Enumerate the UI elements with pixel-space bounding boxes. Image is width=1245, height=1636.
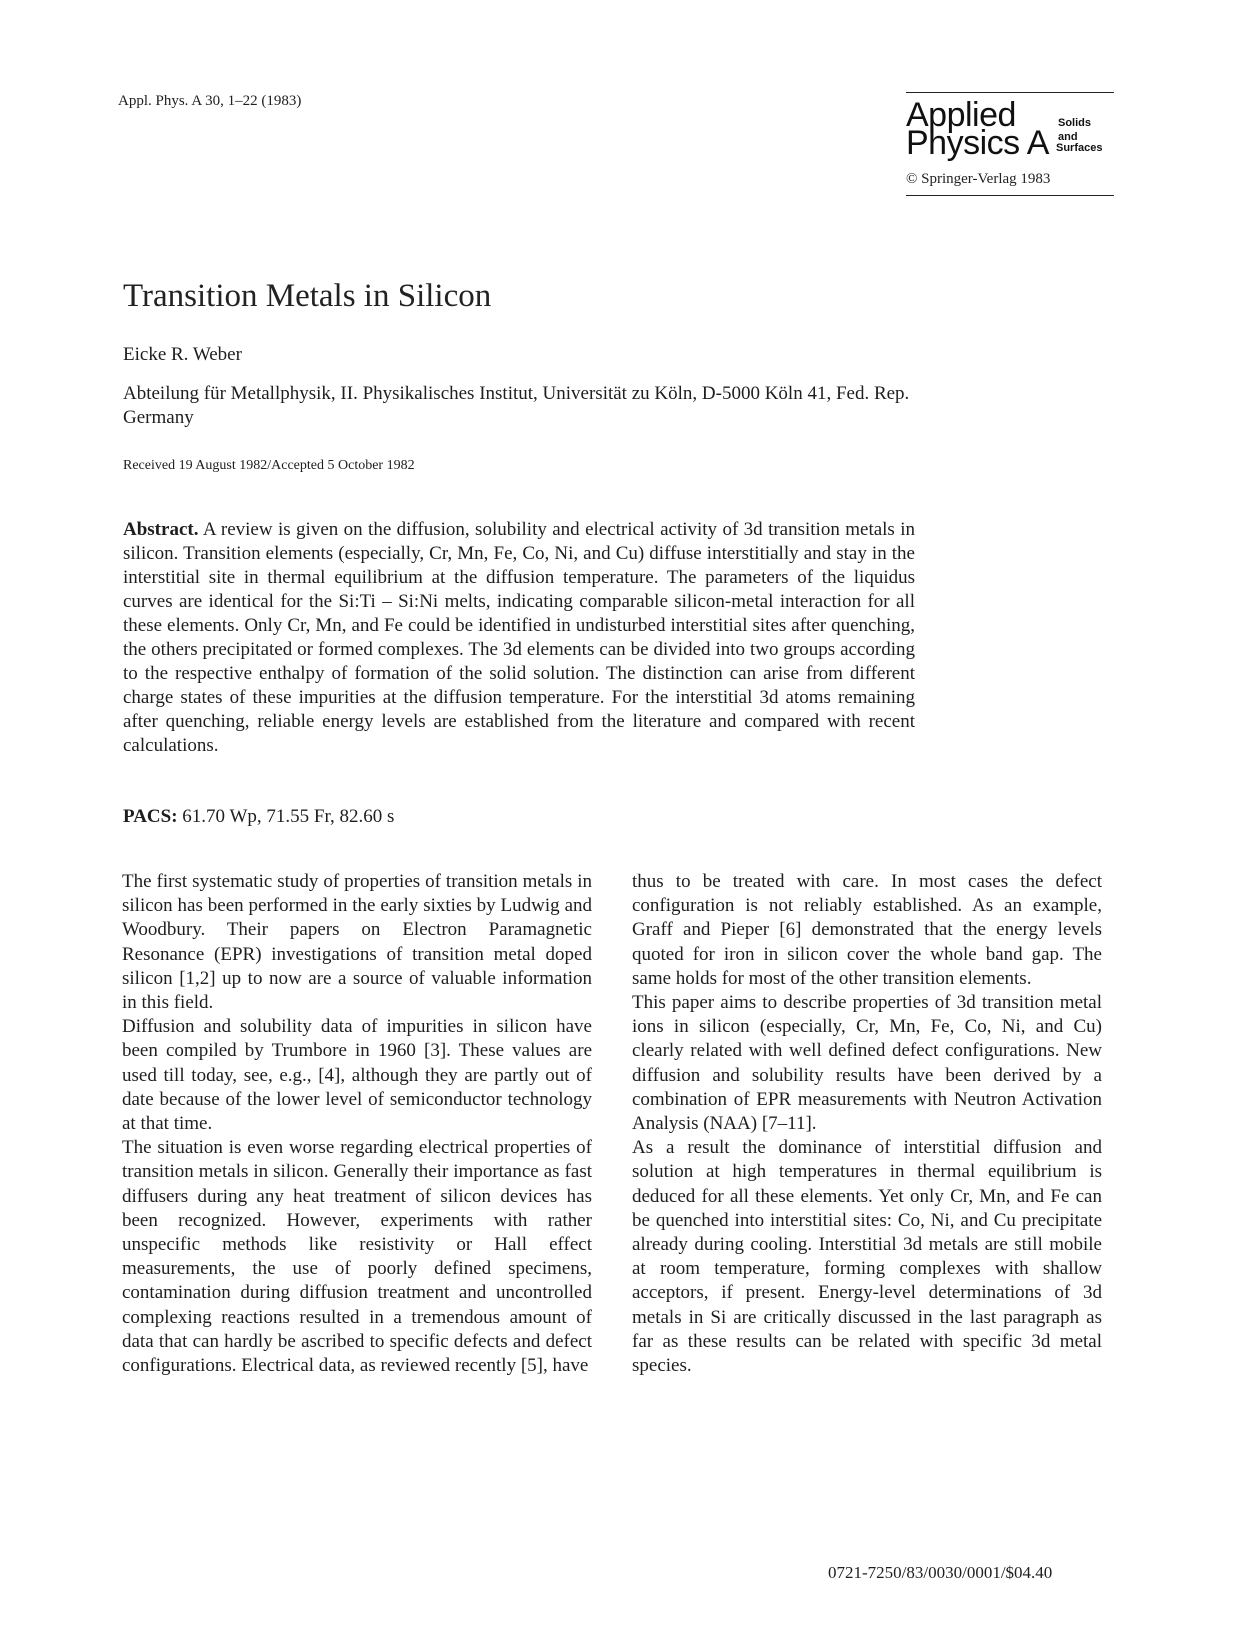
abstract-text: A review is given on the diffusion, solubility and electrical activity of 3d transition metals in silicon. Transition elements (especially, Cr, Mn, Fe, Co, Ni, and Cu) diffuse interstitially and stay in the interstitial site in thermal equilibrium at the diffusion temperature. The parameters of the liquidus curves are identical for the Si:Ti – Si:Ni melts, indicating comparable silicon-metal interaction for all these elements. Only Cr, Mn, and Fe could be identified in undisturbed interstitial sites after quenching, the others precipitated or formed complexes. The 3d elements can be divided into two groups according to the respective enthalpy of formation of the solid solution. The distinction can arise from different charge states of these impurities at the diffusion temperature. For the interstitial 3d atoms remaining after quenching, reliable energy levels are established from the literature and compared with recent calculations. <box>123 519 916 756</box>
body-paragraph: The situation is even worse regarding electrical properties of transition metals in silicon. Generally their importance as fast diffusers during any heat treatment of silicon devices has been recognized. However, experiments with rather unspecific methods like resistivity or Hall effect measurements, the use of poorly defined specimens, contamination during diffusion treatment and uncontrolled complexing reactions resulted in a tremendous amount of data that can hardly be ascribed to specific defects and defect configurations. Electrical data, as reviewed recently [5], have <box>122 1137 592 1377</box>
journal-citation: Appl. Phys. A 30, 1–22 (1983) <box>118 93 302 109</box>
pacs-values: 61.70 Wp, 71.55 Fr, 82.60 s <box>182 806 395 827</box>
article-title: Transition Metals in Silicon <box>123 278 492 314</box>
article-author: Eicke R. Weber <box>123 344 242 365</box>
body-paragraph: This paper aims to describe properties of 3d transition metal ions in silicon (especially, Cr, Mn, Fe, Co, Ni, and Cu) clearly related with well defined defect configurations. New diffusion and solubility results have been derived by a combination of EPR measurements with Neutron Activation Analysis (NAA) [7–11]. <box>632 992 1102 1135</box>
body-column-right <box>632 870 1102 1378</box>
received-dates: Received 19 August 1982/Accepted 5 October 1982 <box>123 458 415 473</box>
abstract <box>123 518 915 758</box>
body-paragraph: As a result the dominance of interstitial diffusion and solution at high temperatures in thermal equilibrium is deduced for all these elements. Yet only Cr, Mn, and Fe can be quenched into interstitial sites: Co, Ni, and Cu precipitate already during cooling. Interstitial 3d metals are still mobile at room temperature, forming complexes with shallow acceptors, if present. Energy-level determinations of 3d metals in Si are critically discussed in the last paragraph as far as these results can be related with specific 3d metal species. <box>632 1137 1102 1377</box>
body-column-left <box>122 870 592 1378</box>
journal-subtitle-line2: and <box>1058 131 1078 143</box>
journal-subtitle-line3: Surfaces <box>1056 142 1103 154</box>
body-paragraph: Diffusion and solubility data of impurities in silicon have been compiled by Trumbore in 1960 [3]. These values are used till today, see, e.g., [4], although they are partly out of date because of the lower level of semiconductor technology at that time. <box>122 1016 592 1135</box>
journal-subtitle-line1: Solids <box>1058 117 1092 129</box>
body-paragraph: The first systematic study of properties of transition metals in silicon has been performed in the early sixties by Ludwig and Woodbury. Their papers on Electron Paramagnetic Resonance (EPR) investigations of transition metal doped silicon [1,2] up to now are a source of valuable information in this field. <box>122 871 592 1014</box>
body-paragraph: thus to be treated with care. In most cases the defect configuration is not reliably established. As an example, Graff and Pieper [6] demonstrated that the energy levels quoted for iron in silicon cover the whole band gap. The same holds for most of the other transition elements. <box>632 871 1102 989</box>
author-affiliation: Abteilung für Metallphysik, II. Physikalisches Institut, Universität zu Köln, D-5000 Köln 41, Fed. Rep. Germany <box>123 383 910 428</box>
journal-name-line1: Applied <box>906 96 1016 134</box>
pacs-codes <box>123 806 394 828</box>
article-code: 0721-7250/83/0030/0001/$04.40 <box>828 1563 1053 1582</box>
abstract-label: Abstract. <box>123 519 199 540</box>
journal-logo <box>906 92 1114 196</box>
pacs-label: PACS: <box>123 806 178 827</box>
copyright-notice: © Springer-Verlag 1983 <box>906 171 1051 187</box>
journal-name-line2: Physics A <box>906 124 1049 162</box>
